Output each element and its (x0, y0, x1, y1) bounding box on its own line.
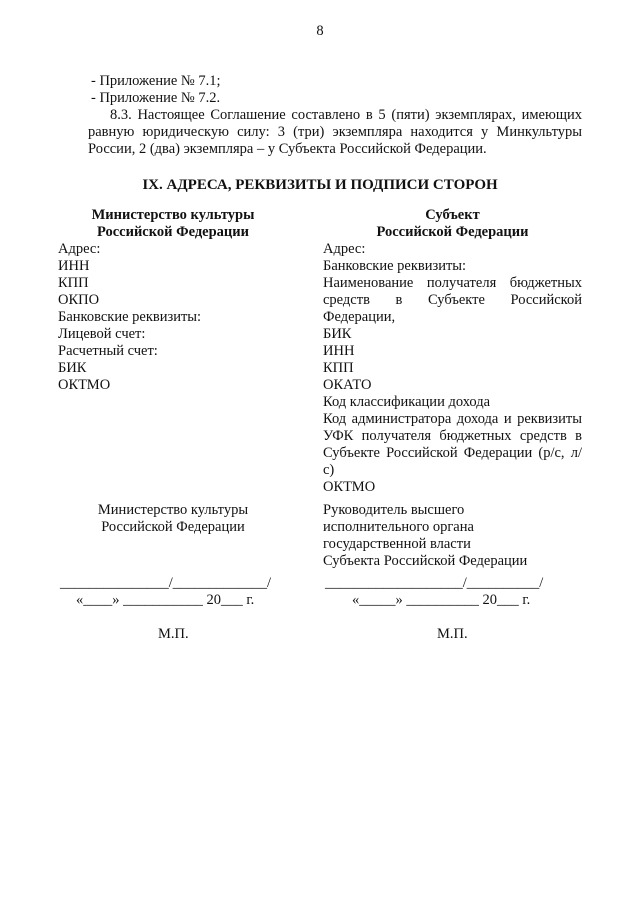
ministry-field: Банковские реквизиты: (58, 309, 202, 325)
subject-stamp-place: М.П. (437, 626, 468, 642)
ministry-field: Расчетный счет: (58, 343, 158, 359)
subject-bank: Банковские реквизиты: (323, 258, 467, 274)
ministry-field: Лицевой счет: (58, 326, 146, 342)
subject-signatory-line1: Руководитель высшего (323, 502, 465, 518)
subject-header-line2: Российской Федерации (376, 224, 529, 240)
subject-header-line1: Субъект (425, 207, 480, 223)
subject-admin-code: Код администратора дохода и реквизиты УФК получателя бюджетных средств в Субъекте Российской Федерации (р/с, л/с) (323, 411, 582, 478)
subject-date-line: «_____» __________ 20___ г. (352, 592, 531, 608)
section-title: IX. АДРЕСА, РЕКВИЗИТЫ И ПОДПИСИ СТОРОН (142, 177, 498, 193)
ministry-field: КПП (58, 275, 89, 291)
page-number: 8 (316, 23, 324, 39)
ministry-field: ИНН (58, 258, 90, 274)
subject-recipient: Наименование получателя бюджетных средств в Субъекте Российской Федерации, (323, 275, 582, 325)
clause-8-3: 8.3. Настоящее Соглашение составлено в 5 (пяти) экземплярах, имеющих равную юридическую силу: 3 (три) экземпляра находится у Минкультуры России, 2 (два) экземпляра – у Субъекта Российской Федерации. (88, 107, 582, 157)
intro-block (88, 73, 582, 158)
subject-field: ОКАТО (323, 377, 372, 393)
ministry-requisites (58, 207, 298, 394)
subject-field: БИК (323, 326, 352, 342)
subject-requisites (323, 207, 582, 496)
subject-signatory-line2: исполнительного органа (323, 519, 474, 535)
attachment-item-1: - Приложение № 7.1; (91, 73, 221, 89)
subject-field: КПП (323, 360, 354, 376)
subject-field: Код классификации дохода (323, 394, 491, 410)
ministry-signatory (58, 502, 288, 536)
subject-signatory-line3: государственной власти (323, 536, 471, 552)
subject-signatory (323, 502, 582, 570)
subject-oktmo: ОКТМО (323, 479, 376, 495)
ministry-field: БИК (58, 360, 87, 376)
ministry-signatory-line2: Российской Федерации (101, 519, 245, 535)
ministry-header-line1: Министерство культуры (91, 207, 255, 223)
ministry-date-line: «____» ___________ 20___ г. (76, 592, 255, 608)
subject-signatory-line4: Субъекта Российской Федерации (323, 553, 528, 569)
ministry-field: Адрес: (58, 241, 101, 257)
ministry-signature-line: _______________/_____________/ (60, 575, 272, 591)
subject-signature-line: ___________________/__________/ (325, 575, 544, 591)
ministry-field: ОКТМО (58, 377, 111, 393)
ministry-signatory-line1: Министерство культуры (97, 502, 249, 518)
ministry-header-line2: Российской Федерации (96, 224, 249, 240)
ministry-field: ОКПО (58, 292, 100, 308)
attachment-item-2: - Приложение № 7.2. (91, 90, 221, 106)
ministry-stamp-place: М.П. (158, 626, 189, 642)
subject-address: Адрес: (323, 241, 366, 257)
subject-field: ИНН (323, 343, 355, 359)
